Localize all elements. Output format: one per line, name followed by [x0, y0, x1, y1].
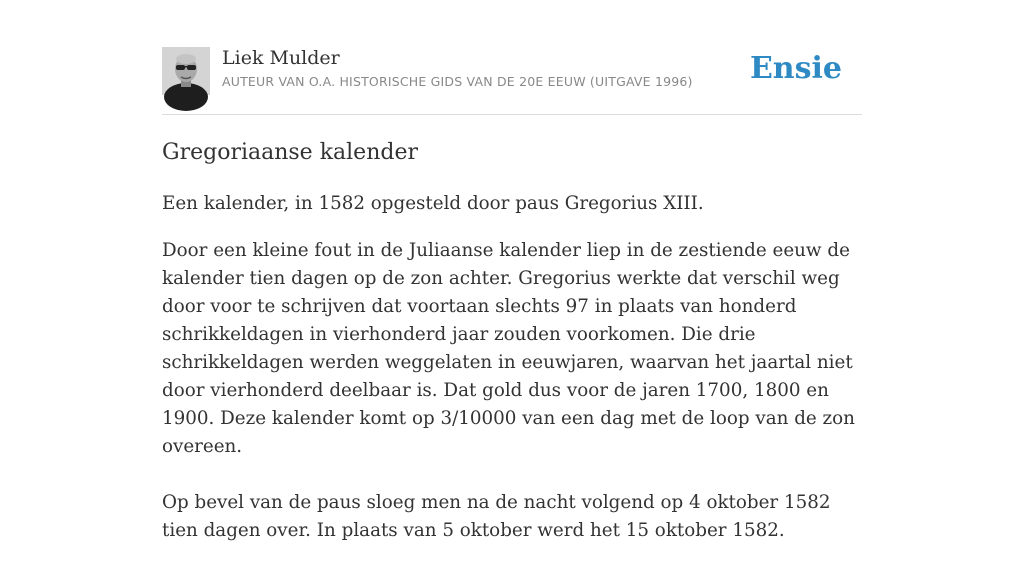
author-name[interactable]: Liek Mulder — [222, 47, 340, 69]
article-title: Gregoriaanse kalender — [162, 140, 418, 165]
paragraph: Een kalender, in 1582 opgesteld door paus Gregorius XIII. — [162, 193, 704, 214]
article-header — [162, 46, 862, 115]
avatar[interactable] — [162, 47, 210, 95]
brand-logo[interactable]: Ensie — [749, 51, 842, 86]
author-portrait-icon — [162, 47, 210, 95]
paragraph: Op bevel van de paus sloeg men na de nacht volgend op 4 oktober 1582 tien dagen over. In plaats van 5 oktober werd het 15 oktober 1582. — [162, 492, 831, 541]
author-role: AUTEUR VAN O.A. HISTORISCHE GIDS VAN DE 20E EEUW (UITGAVE 1996) — [222, 74, 693, 89]
paragraph: Door een kleine fout in de Juliaanse kalender liep in de zestiende eeuw de kalender tien dagen op de zon achter. Gregorius werkte dat verschil weg door voor te schrijven dat voortaan slechts 97 in plaats van honderd schrikkeldagen in vierhonderd jaar zouden voorkomen. Die drie schrikkeldagen werden weggelaten in eeuwjaren, waarvan het jaartal niet door vierhonderd deelbaar is. Dat gold dus voor de jaren 1700, 1800 en 1900. Deze kalender komt op 3/10000 van een dag met de loop van de zon overeen. — [162, 240, 855, 457]
article-body — [162, 190, 862, 564]
